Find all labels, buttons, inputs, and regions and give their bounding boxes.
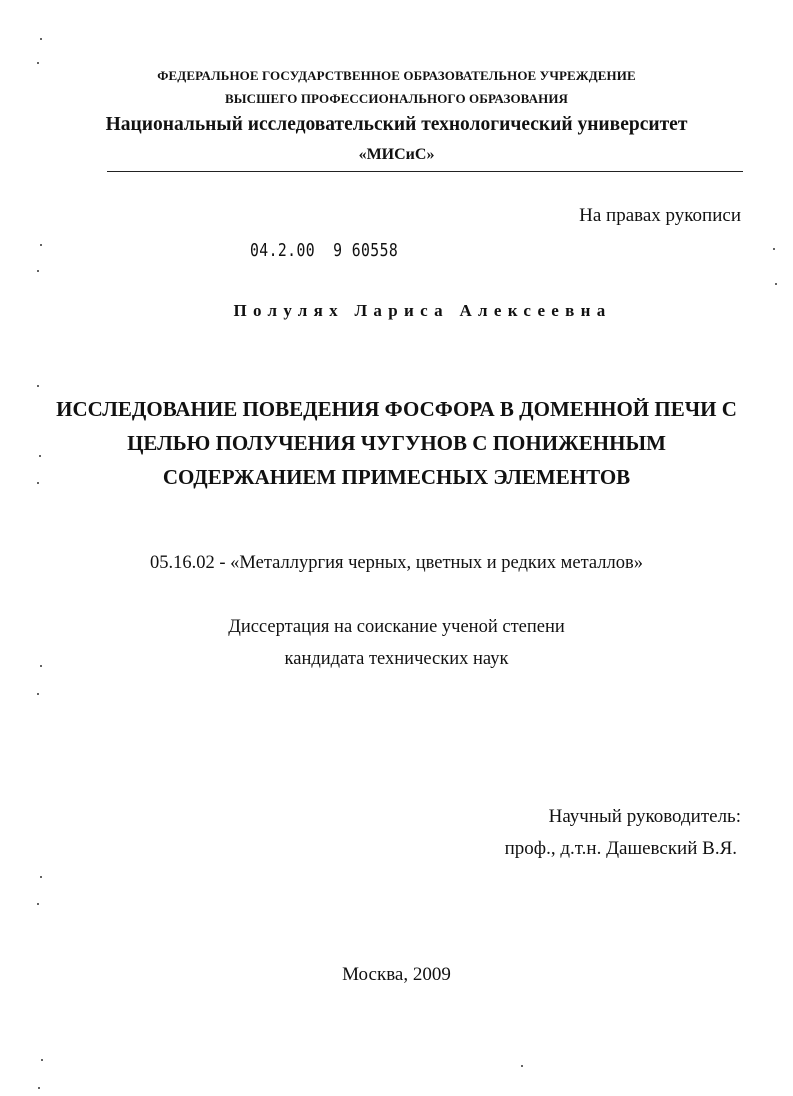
scan-speck	[40, 876, 42, 878]
scan-speck	[40, 38, 42, 40]
author-name: Полулях Лариса Алексеевна	[233, 301, 612, 320]
specialty-code: 05.16.02 - «Металлургия черных, цветных и редких металлов»	[150, 553, 643, 573]
scan-speck	[775, 283, 777, 285]
university-name: Национальный исследовательский технологический университет	[105, 114, 688, 135]
scan-speck	[37, 482, 39, 484]
dissertation-title	[0, 392, 793, 494]
university-abbreviation: «МИСиС»	[358, 146, 435, 163]
scan-speck	[38, 1087, 40, 1089]
scan-speck	[40, 665, 42, 667]
scan-speck	[37, 385, 39, 387]
scan-speck	[40, 244, 42, 246]
scan-speck	[39, 455, 41, 457]
institution-line-1: ФЕДЕРАЛЬНОЕ ГОСУДАРСТВЕННОЕ ОБРАЗОВАТЕЛЬНОЕ УЧРЕЖДЕНИЕ	[157, 68, 636, 83]
scan-speck	[41, 1059, 43, 1061]
scan-speck	[521, 1065, 523, 1067]
scan-speck	[37, 903, 39, 905]
manuscript-note: На правах рукописи	[579, 205, 741, 226]
scan-speck	[37, 270, 39, 272]
degree-line-2: кандидата технических наук	[284, 649, 509, 669]
header-divider	[107, 171, 743, 172]
city-year: Москва, 2009	[342, 964, 451, 985]
institution-line-2: ВЫСШЕГО ПРОФЕССИОНАЛЬНОГО ОБРАЗОВАНИЯ	[224, 91, 569, 106]
title-line-1: ИССЛЕДОВАНИЕ ПОВЕДЕНИЯ ФОСФОРА В ДОМЕННОЙ ПЕЧИ С	[56, 397, 737, 421]
title-line-3: СОДЕРЖАНИЕМ ПРИМЕСНЫХ ЭЛЕМЕНТОВ	[162, 465, 631, 489]
title-line-2: ЦЕЛЬЮ ПОЛУЧЕНИЯ ЧУГУНОВ С ПОНИЖЕННЫМ	[127, 431, 666, 455]
scan-speck	[37, 693, 39, 695]
degree-line-1: Диссертация на соискание ученой степени	[228, 617, 565, 637]
supervisor-label: Научный руководитель:	[548, 806, 741, 827]
supervisor-name: проф., д.т.н. Дашевский В.Я.	[504, 838, 737, 859]
scan-speck	[773, 248, 775, 250]
registration-number-part2: 9 60558	[333, 240, 399, 261]
registration-number	[250, 240, 398, 261]
registration-number-part1: 04.2.00	[250, 240, 316, 261]
scan-speck	[37, 62, 39, 64]
